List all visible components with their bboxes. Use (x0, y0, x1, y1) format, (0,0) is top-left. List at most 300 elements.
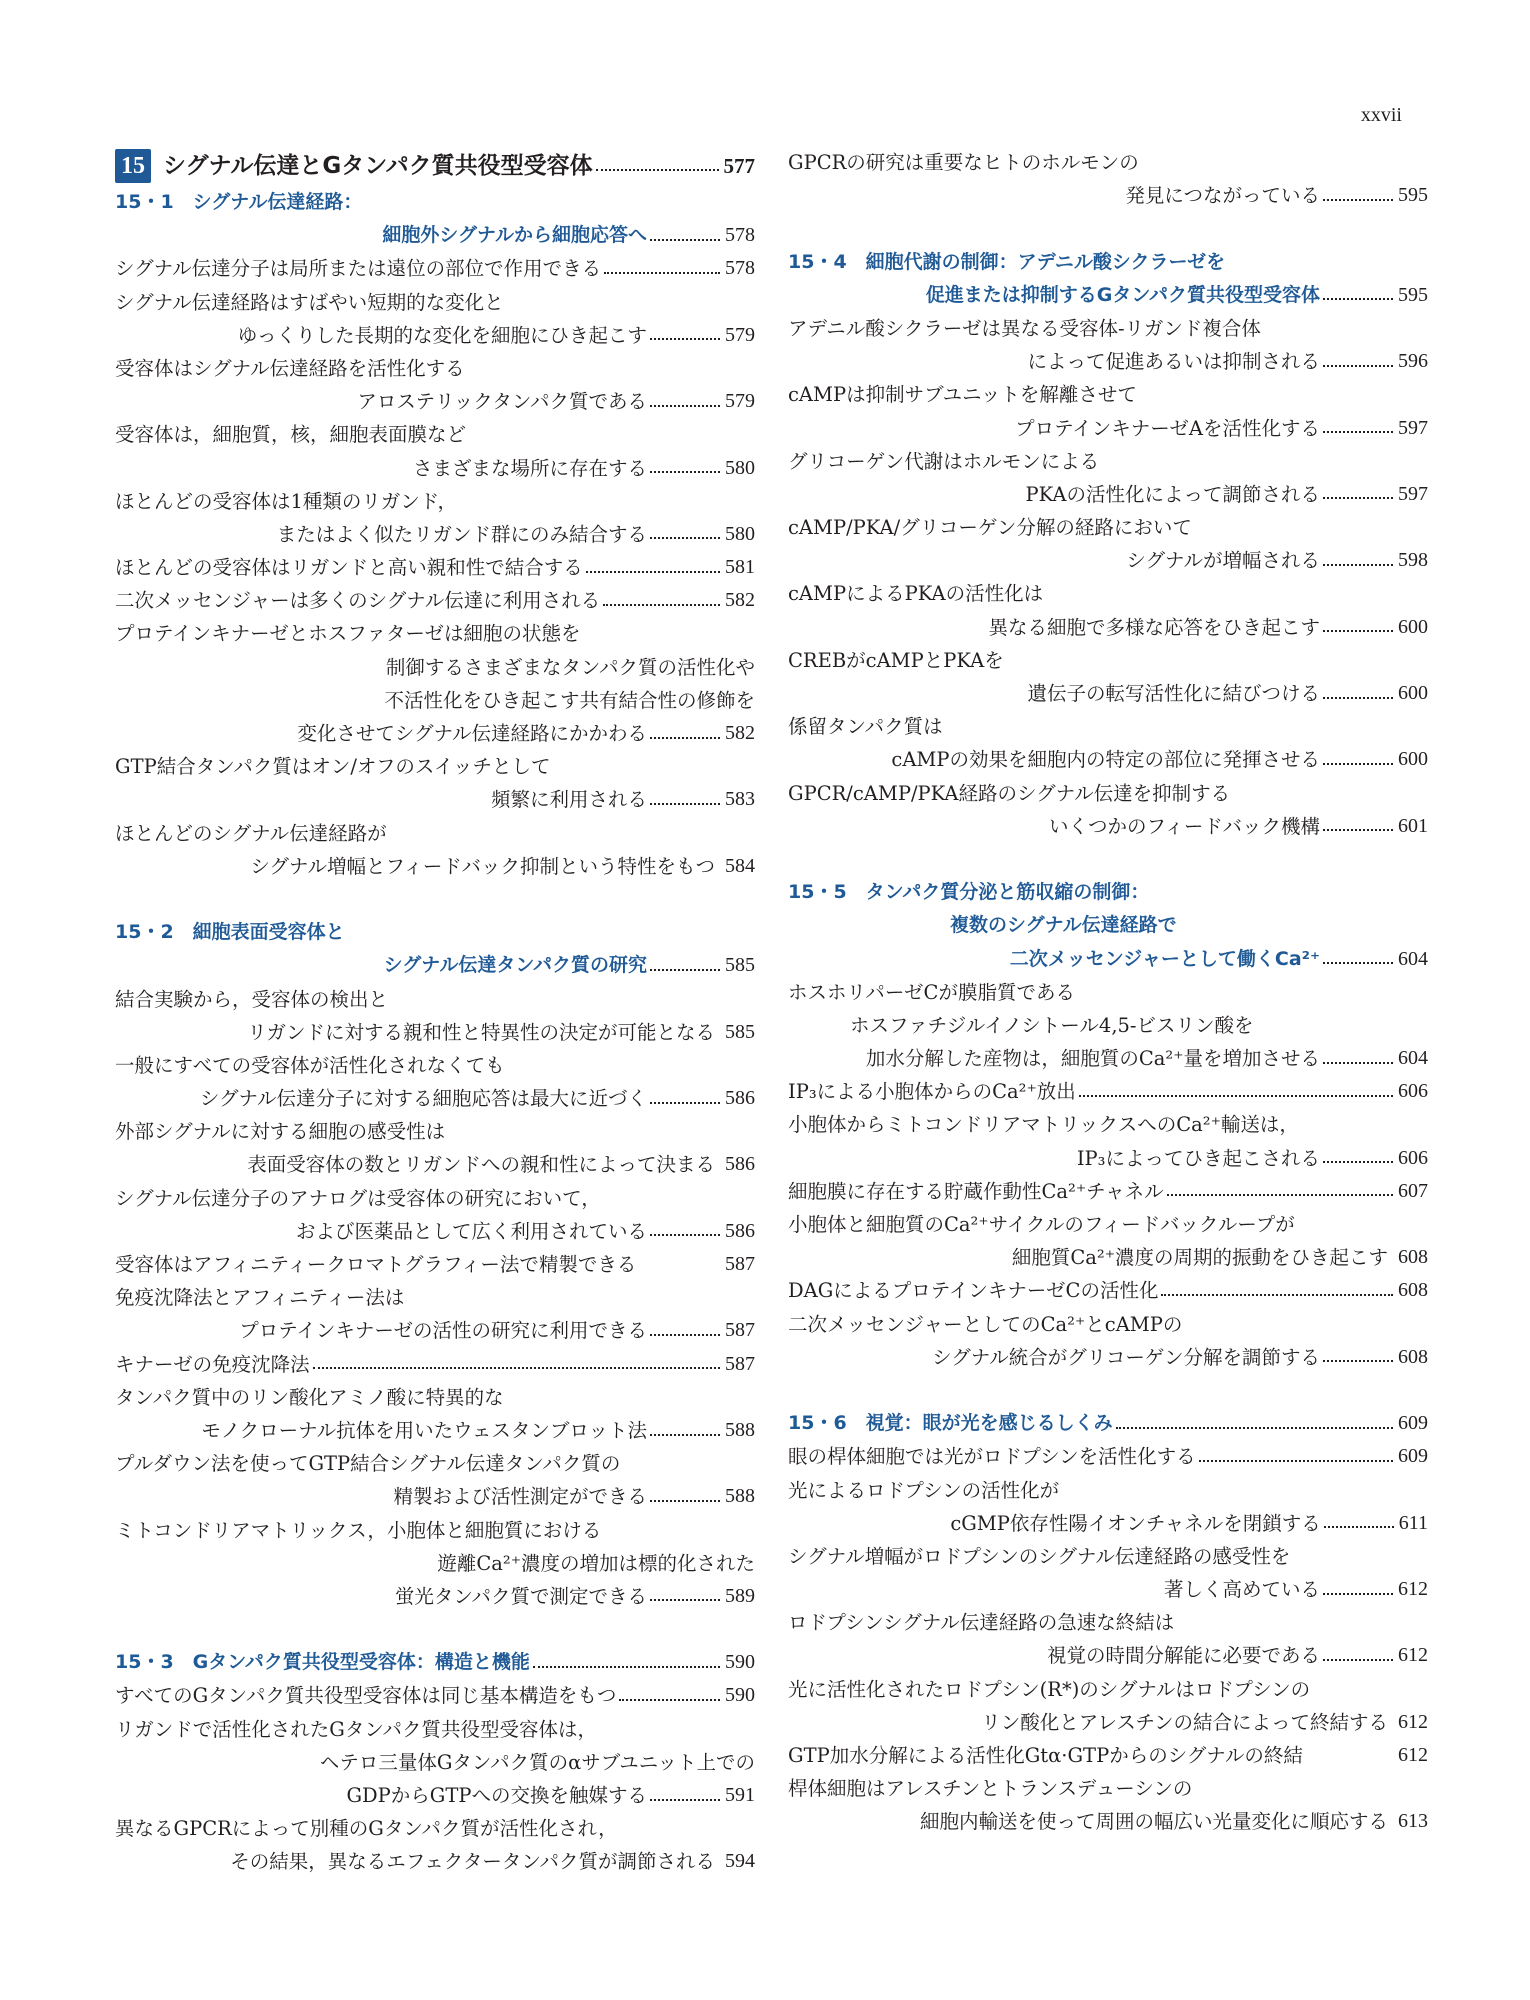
toc-entry[interactable] (788, 743, 1428, 776)
toc-entry-text: いくつかのフィードバック機構 (1048, 814, 1320, 838)
toc-entry-text: 外部シグナルに対する細胞の感受性は (115, 1120, 446, 1144)
toc-entry[interactable] (115, 783, 755, 816)
chapter-page: 577 (723, 154, 755, 178)
toc-entry-text: 15・1 シグナル伝達経路： (115, 191, 363, 213)
toc-entry-text: 結合実験から，受容体の検出と (115, 987, 389, 1011)
toc-entry[interactable] (788, 1772, 1428, 1805)
dot-leader (650, 1599, 720, 1601)
toc-entry-text: ほとんどの受容体は1種類のリガンド， (115, 489, 457, 513)
section-spacer (788, 843, 1428, 876)
dot-leader (650, 737, 720, 739)
toc-entry-text: シグナルが増幅される (1126, 549, 1320, 573)
dot-leader (650, 969, 720, 971)
page-number: xxvii (1360, 104, 1402, 126)
toc-entry[interactable] (115, 518, 755, 551)
dot-leader (650, 1799, 720, 1801)
toc-entry-text: プルダウン法を使ってGTP結合シグナル伝達タンパク質の (115, 1452, 621, 1476)
toc-entry-text: 係留タンパク質は (788, 715, 943, 739)
toc-entry[interactable] (788, 1805, 1428, 1838)
toc-entry-text: 15・4 細胞代謝の制御：アデニル酸シクラーゼを (788, 250, 1226, 273)
toc-entry[interactable] (115, 1414, 755, 1447)
toc-entry[interactable] (115, 252, 755, 285)
toc-entry-text: IP₃による小胞体からのCa²⁺放出 (788, 1080, 1076, 1104)
toc-entry-page: 583 (725, 788, 755, 811)
toc-entry-text: ヘテロ三量体Gタンパク質のαサブユニット上での (319, 1750, 755, 1774)
toc-entry[interactable] (115, 1314, 755, 1347)
toc-entry-text: ゆっくりした長期的な変化を細胞にひき起こす (237, 323, 647, 347)
toc-entry-page: 585 (725, 954, 755, 977)
toc-entry-text: 小胞体からミトコンドリアマトリックスへのCa²⁺輸送は， (788, 1113, 1299, 1137)
toc-entry[interactable] (788, 1075, 1428, 1108)
toc-entry-text: 眼の桿体細胞では光がロドプシンを活性化する (788, 1445, 1196, 1469)
toc-entry[interactable] (788, 378, 1428, 411)
toc-entry-page: 600 (1398, 615, 1428, 638)
section-spacer (115, 1613, 755, 1646)
toc-section-heading[interactable] (115, 1646, 755, 1679)
toc-entry[interactable] (788, 1308, 1428, 1341)
toc-entry-text: 制御するさまざまなタンパク質の活性化や (385, 655, 755, 679)
toc-entry[interactable] (115, 1779, 755, 1812)
toc-entry-page: 586 (725, 1153, 755, 1176)
toc-entry-page: 606 (1398, 1080, 1428, 1103)
toc-entry-page: 604 (1398, 947, 1428, 970)
toc-entry[interactable] (115, 1182, 755, 1215)
toc-entry[interactable] (115, 1447, 755, 1480)
toc-entry[interactable] (788, 1175, 1428, 1208)
toc-entry-text: 頻繁に利用される (490, 788, 647, 812)
toc-entry-text: シグナル増幅とフィードバック抑制という特性をもつ (250, 854, 715, 878)
toc-entry-page: 581 (725, 556, 755, 579)
toc-section-heading[interactable] (115, 916, 755, 949)
toc-entry-text: 光によるロドプシンの活性化が (788, 1478, 1060, 1502)
dot-leader (650, 1234, 720, 1236)
toc-entry-text: タンパク質中のリン酸化アミノ酸に特異的な (115, 1385, 504, 1409)
dot-leader (650, 239, 720, 241)
toc-entry[interactable] (115, 1713, 755, 1746)
toc-entry-text: GPCR/cAMP/PKA経路のシグナル伝達を抑制する (788, 781, 1231, 805)
toc-entry[interactable] (788, 1241, 1428, 1274)
toc-entry[interactable] (788, 146, 1428, 179)
toc-entry[interactable] (115, 1215, 755, 1248)
dot-leader (650, 338, 720, 340)
toc-entry-text: 二次メッセンジャーは多くのシグナル伝達に利用される (115, 589, 601, 613)
toc-entry-text: cGMP依存性陽イオンチャネルを閉鎖する (950, 1511, 1321, 1535)
toc-entry-text: GPCRの研究は重要なヒトのホルモンの (788, 151, 1139, 174)
dot-leader (1323, 829, 1393, 831)
toc-entry[interactable] (115, 319, 755, 352)
toc-entry[interactable] (115, 1547, 755, 1580)
toc-entry[interactable] (115, 1148, 755, 1181)
toc-section-heading[interactable] (788, 279, 1428, 312)
toc-entry[interactable] (788, 1042, 1428, 1075)
toc-section-heading[interactable] (788, 943, 1428, 976)
dot-leader (586, 571, 720, 573)
toc-entry[interactable] (115, 452, 755, 485)
toc-entry[interactable] (115, 352, 755, 385)
toc-entry-text: 15・3 Gタンパク質共役型受容体：構造と機能 (115, 1651, 530, 1674)
toc-entry[interactable] (115, 1580, 755, 1613)
toc-entry-page: 590 (725, 1651, 755, 1674)
toc-section-heading[interactable] (788, 909, 1428, 942)
dot-leader (1323, 763, 1393, 765)
toc-entry[interactable] (115, 651, 755, 684)
toc-entry-page: 606 (1398, 1146, 1428, 1169)
toc-entry[interactable] (115, 1248, 755, 1281)
dot-leader (650, 405, 720, 407)
toc-entry-page: 579 (725, 323, 755, 346)
toc-entry-text: 促進または抑制するGタンパク質共役型受容体 (925, 283, 1320, 306)
toc-entry[interactable] (788, 1706, 1428, 1739)
toc-entry-page: 598 (1398, 549, 1428, 572)
toc-entry-page: 600 (1398, 682, 1428, 704)
toc-entry-page: 594 (725, 1850, 755, 1873)
toc-entry-page: 597 (1398, 482, 1428, 505)
toc-entry-text: によって促進あるいは抑制される (1027, 350, 1320, 374)
section-spacer (788, 212, 1428, 245)
dot-leader (1323, 497, 1393, 499)
toc-entry-text: 光に活性化されたロドプシン(R*)のシグナルはロドプシンの (788, 1677, 1311, 1701)
toc-entry[interactable] (788, 611, 1428, 644)
toc-entry-page: 597 (1398, 416, 1428, 439)
toc-entry-text: 異なるGPCRによって別種のGタンパク質が活性化され， (115, 1817, 618, 1841)
toc-entry-text: ホスホリパーゼCが膜脂質である (788, 980, 1075, 1004)
toc-entry-page: 587 (725, 1253, 755, 1275)
dot-leader (1324, 1526, 1394, 1528)
toc-entry-page: 591 (725, 1784, 755, 1806)
chapter-number-badge: 15 (115, 149, 151, 183)
toc-entry[interactable] (788, 1739, 1428, 1772)
toc-entry-page: 612 (1398, 1744, 1428, 1766)
toc-entry[interactable] (115, 385, 755, 418)
toc-section-heading[interactable] (115, 219, 755, 252)
toc-entry-page: 587 (725, 1319, 755, 1342)
toc-entry-text: cAMPの効果を細胞内の特定の部位に発揮させる (891, 748, 1320, 772)
dot-leader (604, 272, 720, 274)
toc-entry-text: 不活性化をひき起こす共有結合性の修飾を (384, 688, 755, 712)
toc-entry-text: 15・6 視覚：眼が光を感じるしくみ (788, 1412, 1113, 1435)
toc-entry[interactable] (115, 1480, 755, 1513)
toc-entry[interactable] (788, 345, 1428, 378)
toc-entry-page: 611 (1398, 1511, 1428, 1534)
toc-entry-text: 小胞体と細胞質のCa²⁺サイクルのフィードバックループが (788, 1213, 1295, 1236)
toc-entry-text: 受容体は，細胞質，核，細胞表面膜など (115, 423, 467, 447)
toc-entry-text: プロテインキナーゼAを活性化する (1015, 416, 1320, 440)
toc-entry-page: 607 (1398, 1179, 1428, 1202)
toc-entry-text: 細胞内輸送を使って周囲の幅広い光量変化に順応する (919, 1810, 1388, 1834)
toc-entry-text: および医薬品として広く利用されている (295, 1219, 647, 1243)
toc-entry[interactable] (788, 644, 1428, 677)
dot-leader (1079, 1095, 1393, 1097)
toc-entry[interactable] (788, 179, 1428, 212)
dot-leader (1323, 962, 1393, 964)
toc-entry-text: 発見につながっている (1125, 184, 1320, 208)
toc-entry[interactable] (788, 1108, 1428, 1141)
toc-entry[interactable] (788, 710, 1428, 743)
toc-entry-text: 二次メッセンジャーとしてのCa²⁺とcAMPの (788, 1312, 1183, 1336)
toc-entry-page: 612 (1398, 1710, 1428, 1733)
toc-entry-text: モノクローナル抗体を用いたウェスタンブロット法 (201, 1418, 647, 1442)
toc-entry-text: プロテインキナーゼとホスファターゼは細胞の状態を (115, 622, 581, 646)
section-spacer (115, 883, 755, 916)
toc-entry-text: キナーゼの免疫沈降法 (115, 1352, 310, 1376)
dot-leader (1323, 630, 1393, 632)
dot-leader (650, 803, 720, 805)
toc-entry[interactable] (115, 850, 755, 883)
toc-entry[interactable] (788, 511, 1428, 544)
toc-entry-text: ほとんどのシグナル伝達経路が (115, 821, 387, 845)
toc-entry[interactable] (788, 1009, 1428, 1042)
dot-leader (1323, 697, 1393, 699)
dot-leader (596, 169, 719, 171)
toc-entry[interactable] (115, 1082, 755, 1115)
toc-entry-text: プロテインキナーゼの活性の研究に利用できる (239, 1319, 647, 1343)
toc-entry-page: 582 (725, 722, 755, 744)
dot-leader (650, 1334, 720, 1336)
toc-entry[interactable] (788, 544, 1428, 577)
toc-entry-page: 595 (1398, 283, 1428, 306)
toc-entry[interactable] (115, 817, 755, 850)
toc-entry[interactable] (115, 1381, 755, 1414)
toc-entry-page: 582 (725, 589, 755, 612)
section-spacer (788, 1374, 1428, 1407)
toc-entry-text: シグナル伝達タンパク質の研究 (383, 954, 647, 977)
toc-entry-page: 588 (725, 1485, 755, 1508)
toc-entry[interactable] (788, 1341, 1428, 1374)
toc-entry[interactable] (788, 312, 1428, 345)
toc-entry[interactable] (788, 1673, 1428, 1706)
toc-entry-text: cAMPによるPKAの活性化は (788, 582, 1044, 606)
dot-leader (1323, 431, 1393, 433)
toc-entry[interactable] (788, 577, 1428, 610)
toc-entry-text: シグナル増幅がロドプシンのシグナル伝達経路の感受性を (788, 1544, 1291, 1568)
toc-entry-text: cAMPは抑制サブユニットを解離させて (788, 383, 1137, 407)
toc-entry-page: 587 (725, 1352, 755, 1375)
chapter-title: シグナル伝達とGタンパク質共役型受容体 (163, 153, 593, 179)
toc-entry-page: 608 (1398, 1345, 1428, 1368)
toc-entry-page: 588 (725, 1418, 755, 1441)
toc-entry[interactable] (115, 1281, 755, 1314)
toc-entry-text: 異なる細胞で多様な応答をひき起こす (988, 615, 1320, 639)
toc-entry[interactable] (115, 584, 755, 617)
dot-leader (1323, 1360, 1393, 1362)
toc-entry-text: ミトコンドリアマトリックス，小胞体と細胞質における (115, 1518, 602, 1542)
dot-leader (1323, 1161, 1393, 1163)
toc-entry-text: 加水分解した産物は，細胞質のCa²⁺量を増加させる (865, 1047, 1320, 1071)
toc-entry-page: 608 (1398, 1246, 1428, 1269)
toc-entry-text: 遊離Ca²⁺濃度の増加は標的化された (437, 1551, 755, 1575)
chapter-heading[interactable] (115, 146, 755, 186)
toc-entry-page: 585 (725, 1020, 755, 1043)
toc-entry-page: 609 (1398, 1445, 1428, 1468)
toc-entry-page: 580 (725, 456, 755, 479)
toc-entry-text: リガンドで活性化されたGタンパク質共役型受容体は， (115, 1717, 598, 1741)
dot-leader (1167, 1194, 1393, 1196)
toc-entry[interactable] (115, 617, 755, 650)
toc-right-column (788, 146, 1428, 1839)
toc-entry[interactable] (115, 1812, 755, 1845)
toc-entry-text: グリコーゲン代謝はホルモンによる (788, 449, 1100, 473)
toc-entry-page: 612 (1398, 1578, 1428, 1601)
toc-entry[interactable] (115, 983, 755, 1016)
toc-entry-text: シグナル伝達分子は局所または遠位の部位で作用できる (115, 257, 602, 281)
toc-entry-text: ほとんどの受容体はリガンドと高い親和性で結合する (115, 556, 583, 580)
toc-entry-text: 細胞膜に存在する貯蔵作動性Ca²⁺チャネル (788, 1179, 1164, 1203)
toc-entry-text: シグナル伝達分子に対する細胞応答は最大に近づく (199, 1087, 647, 1111)
dot-leader (1323, 1062, 1393, 1064)
toc-entry-text: その結果，異なるエフェクタータンパク質が調節される (230, 1850, 715, 1874)
dot-leader (650, 1500, 720, 1502)
toc-entry-page: 589 (725, 1584, 755, 1607)
toc-entry-text: 変化させてシグナル伝達経路にかかわる (297, 722, 647, 745)
dot-leader (619, 1699, 720, 1701)
toc-entry-text: シグナル伝達分子のアナログは受容体の研究において， (115, 1186, 601, 1210)
toc-entry-page: 604 (1398, 1047, 1428, 1070)
toc-entry-text: cAMP/PKA/グリコーゲン分解の経路において (788, 516, 1192, 540)
dot-leader (1116, 1427, 1393, 1429)
toc-entry-text: 受容体はシグナル伝達経路を活性化する (115, 356, 465, 380)
toc-entry[interactable] (115, 750, 755, 783)
toc-entry-page: 578 (725, 257, 755, 280)
toc-entry-text: 一般にすべての受容体が活性化されなくても (115, 1053, 505, 1077)
toc-entry-text: CREBがcAMPとPKAを (788, 648, 1004, 672)
toc-entry[interactable] (788, 777, 1428, 810)
toc-entry[interactable] (788, 412, 1428, 445)
toc-entry-page: 596 (1398, 350, 1428, 373)
toc-entry-text: IP₃によってひき起こされる (1076, 1146, 1320, 1170)
toc-entry[interactable] (788, 677, 1428, 710)
toc-entry[interactable] (788, 1639, 1428, 1672)
dot-leader (1323, 564, 1393, 566)
toc-entry-text: またはよく似たリガンド群にのみ結合する (276, 522, 647, 546)
toc-entry[interactable] (788, 1540, 1428, 1573)
toc-entry-page: 612 (1398, 1644, 1428, 1667)
toc-entry[interactable] (115, 1514, 755, 1547)
toc-section-heading[interactable] (788, 1407, 1428, 1440)
toc-section-heading[interactable] (115, 949, 755, 982)
toc-entry-text: GDPからGTPへの交換を触媒する (346, 1784, 647, 1807)
toc-entry[interactable] (788, 810, 1428, 843)
toc-entry-page: 595 (1398, 184, 1428, 207)
toc-section-heading[interactable] (788, 876, 1428, 909)
toc-section-heading[interactable] (115, 186, 755, 219)
toc-entry-text: 複数のシグナル伝達経路で (950, 914, 1177, 937)
toc-entry-text: 遺伝子の転写活性化に結びつける (1027, 682, 1320, 705)
toc-entry-text: 15・2 細胞表面受容体と (115, 921, 345, 944)
toc-entry-text: 二次メッセンジャーとして働くCa²⁺ (1009, 947, 1320, 970)
toc-entry-text: 免疫沈降法とアフィニティー法は (115, 1286, 405, 1310)
dot-leader (1161, 1294, 1393, 1296)
toc-entry-text: GTP加水分解による活性化Gtα·GTPからのシグナルの終結 (788, 1744, 1303, 1767)
dot-leader (1199, 1460, 1393, 1462)
toc-entry-page: 590 (725, 1684, 755, 1707)
toc-entry[interactable] (115, 1679, 755, 1712)
toc-entry-text: リガンドに対する親和性と特異性の決定が可能となる (247, 1020, 715, 1044)
toc-entry-text: PKAの活性化によって調節される (1025, 482, 1320, 506)
toc-entry[interactable] (115, 717, 755, 750)
toc-entry-page: 600 (1398, 748, 1428, 771)
dot-leader (650, 1434, 720, 1436)
toc-entry[interactable] (788, 1274, 1428, 1307)
toc-entry-text: ロドプシンシグナル伝達経路の急速な終結は (788, 1611, 1175, 1635)
toc-entry[interactable] (788, 1507, 1428, 1540)
toc-entry-text: 視覚の時間分解能に必要である (1046, 1644, 1320, 1668)
toc-entry[interactable] (788, 1606, 1428, 1639)
toc-entry-text: 15・5 タンパク質分泌と筋収縮の制御： (788, 881, 1150, 904)
dot-leader (1323, 1593, 1393, 1595)
toc-entry[interactable] (115, 485, 755, 518)
toc-entry[interactable] (788, 1142, 1428, 1175)
toc-entry[interactable] (115, 684, 755, 717)
toc-entry-page: 584 (725, 854, 755, 877)
toc-entry-text: 細胞外シグナルから細胞応答へ (382, 224, 647, 247)
toc-entry-text: すべてのGタンパク質共役型受容体は同じ基本構造をもつ (115, 1684, 617, 1708)
toc-entry-page: 608 (1398, 1279, 1428, 1302)
toc-entry-text: 桿体細胞はアレスチンとトランスデューシンの (788, 1777, 1193, 1801)
toc-section-heading[interactable] (788, 246, 1428, 279)
dot-leader (650, 537, 720, 539)
toc-entry[interactable] (115, 418, 755, 451)
toc-entry[interactable] (788, 1208, 1428, 1241)
toc-entry-page: 613 (1398, 1810, 1428, 1833)
toc-entry-text: さまざまな場所に存在する (412, 456, 647, 480)
toc-entry-page: 578 (725, 224, 755, 247)
toc-entry[interactable] (788, 445, 1428, 478)
toc-entry-page: 601 (1398, 814, 1428, 837)
toc-entry-text: 精製および活性測定ができる (393, 1485, 647, 1509)
toc-entry-text: DAGによるプロテインキナーゼCの活性化 (788, 1279, 1159, 1303)
toc-entry-text: アデニル酸シクラーゼは異なる受容体-リガンド複合体 (788, 316, 1261, 340)
toc-entry-page: 579 (725, 390, 755, 413)
toc-entry[interactable] (115, 551, 755, 584)
toc-entry-text: 表面受容体の数とリガンドへの親和性によって決まる (247, 1153, 715, 1177)
dot-leader (603, 604, 720, 606)
toc-entry-text: 著しく高めている (1163, 1578, 1320, 1602)
toc-entry[interactable] (115, 1016, 755, 1049)
dot-leader (1323, 365, 1393, 367)
toc-entry-text: リン酸化とアレスチンの結合によって終結する (981, 1710, 1388, 1734)
dot-leader (1323, 298, 1393, 300)
toc-left-column (115, 146, 755, 1879)
dot-leader (533, 1666, 720, 1668)
toc-entry[interactable] (115, 1115, 755, 1148)
toc-entry[interactable] (115, 1845, 755, 1878)
toc-entry[interactable] (115, 1746, 755, 1779)
toc-entry-text: ホスファチジルイノシトール4,5-ビスリン酸を (850, 1013, 1254, 1037)
toc-entry-text: 細胞質Ca²⁺濃度の周期的振動をひき起こす (1011, 1246, 1388, 1270)
dot-leader (313, 1367, 720, 1369)
toc-entry-text: シグナル伝達経路はすばやい短期的な変化と (115, 290, 504, 314)
toc-entry-text: アロステリックタンパク質である (357, 390, 647, 414)
dot-leader (1323, 199, 1393, 201)
dot-leader (650, 471, 720, 473)
toc-entry[interactable] (788, 1573, 1428, 1606)
toc-entry[interactable] (115, 1348, 755, 1381)
toc-entry[interactable] (115, 286, 755, 319)
dot-leader (1323, 1659, 1393, 1661)
toc-entry-text: GTP結合タンパク質はオン/オフのスイッチとして (115, 755, 551, 779)
toc-entry-text: 受容体はアフィニティークロマトグラフィー法で精製できる (115, 1253, 637, 1276)
toc-entry-page: 586 (725, 1087, 755, 1110)
toc-entry[interactable] (788, 1440, 1428, 1473)
dot-leader (650, 1102, 720, 1104)
toc-entry[interactable] (788, 1474, 1428, 1507)
toc-entry[interactable] (115, 1049, 755, 1082)
toc-entry-page: 586 (725, 1219, 755, 1242)
toc-entry-page: 609 (1398, 1412, 1428, 1435)
toc-entry-text: 蛍光タンパク質で測定できる (394, 1584, 647, 1608)
toc-entry[interactable] (788, 976, 1428, 1009)
toc-entry[interactable] (788, 478, 1428, 511)
